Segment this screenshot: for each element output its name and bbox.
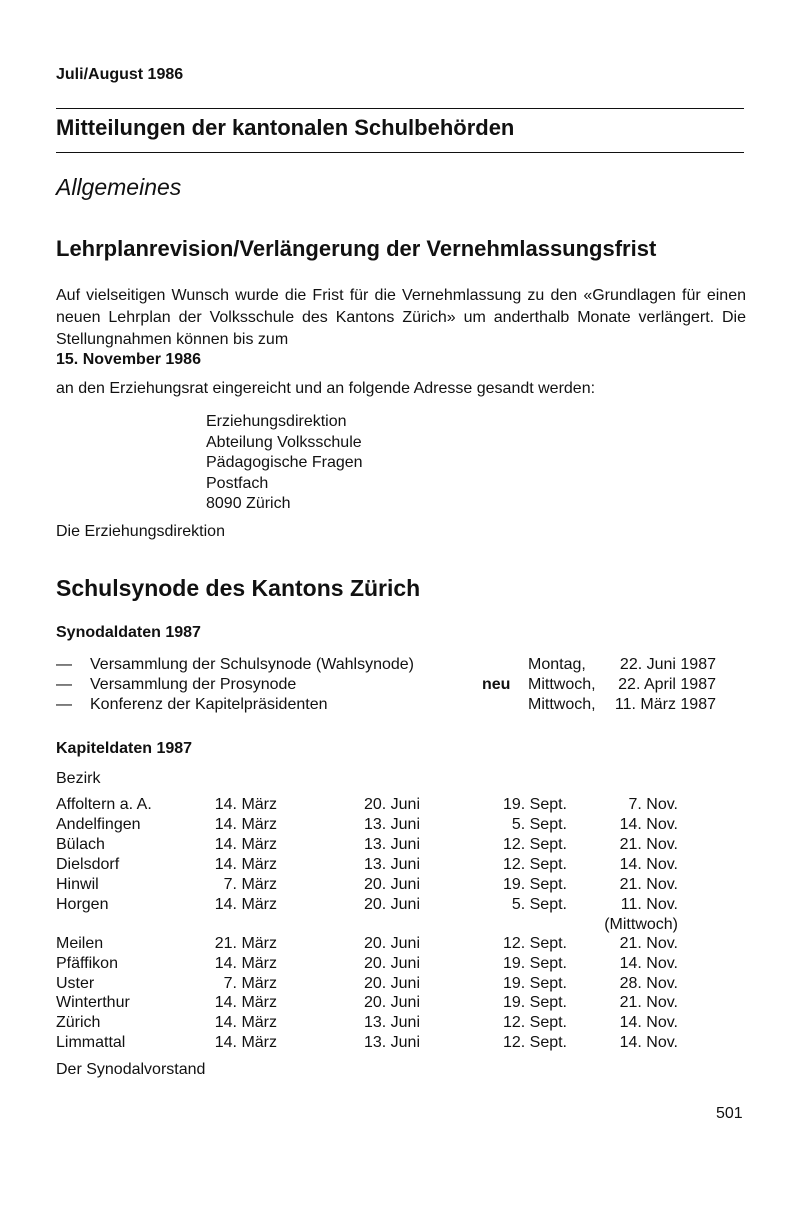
kapitel-date: 13. Juni — [363, 1034, 420, 1051]
issue-date: Juli/August 1986 — [56, 66, 184, 83]
kapitel-date: 12. Sept. — [502, 1034, 567, 1051]
kapitel-date: 19. Sept. — [502, 876, 567, 893]
section-title: Mitteilungen der kantonalen Schulbehörden — [56, 115, 515, 140]
bezirk-name: Limmattal — [56, 1034, 126, 1051]
kapitel-date: 20. Juni — [363, 796, 420, 813]
kapitel-date: 14. Nov. — [619, 816, 678, 833]
kapitel-date: 19. Sept. — [502, 975, 567, 992]
list-dash: — — [56, 696, 72, 713]
submission-instruction: an den Erziehungsrat eingereicht und an folgende Adresse gesandt werden: — [56, 380, 596, 397]
page-number: 501 — [716, 1105, 743, 1122]
address-line: Postfach — [206, 474, 269, 492]
synodal-weekday: Mittwoch, — [528, 676, 596, 693]
table-row — [56, 816, 678, 836]
bezirk-name: Uster — [56, 975, 95, 992]
kapitel-date: 14. März — [214, 1014, 277, 1031]
table-row — [56, 1014, 678, 1034]
bezirk-name: Hinwil — [56, 876, 99, 893]
synodalvorstand-signature: Der Synodalvorstand — [56, 1061, 206, 1078]
synodal-weekday: Montag, — [528, 656, 586, 673]
kapitel-date: 14. Nov. — [619, 955, 678, 972]
synodal-item — [56, 696, 716, 716]
kapitel-date: (Mittwoch) — [604, 916, 678, 933]
synodal-weekday: Mittwoch, — [528, 696, 596, 713]
kapitel-date: 20. Juni — [363, 896, 420, 913]
address-line: Abteilung Volksschule — [206, 433, 362, 451]
kapitel-date: 11. Nov. — [620, 896, 678, 913]
kapitel-date: 14. März — [214, 836, 277, 853]
article-signature: Die Erziehungsdirektion — [56, 523, 225, 540]
kapitel-date: 21. Nov. — [619, 836, 678, 853]
bezirk-name: Zürich — [56, 1014, 101, 1031]
kapitel-date: 7. März — [223, 975, 277, 992]
kapitel-date: 5. Sept. — [511, 816, 567, 833]
table-row — [56, 994, 678, 1014]
kapitel-date: 7. März — [223, 876, 277, 893]
bezirk-label: Bezirk — [56, 770, 101, 787]
kapitel-date: 20. Juni — [363, 994, 420, 1011]
kapitel-date: 12. Sept. — [502, 836, 567, 853]
bezirk-name: Horgen — [56, 896, 109, 913]
deadline-date: 15. November 1986 — [56, 351, 201, 368]
kapitel-date: 21. März — [214, 935, 277, 952]
bezirk-name: Affoltern a. A. — [56, 796, 152, 813]
bezirk-name: Andelfingen — [56, 816, 141, 833]
kapitel-date: 21. Nov. — [619, 994, 678, 1011]
synodal-label: Versammlung der Schulsynode (Wahlsynode) — [90, 656, 415, 673]
kapitel-date: 13. Juni — [363, 816, 420, 833]
kapitel-date: 20. Juni — [363, 935, 420, 952]
kapitel-date: 19. Sept. — [502, 796, 567, 813]
table-row — [56, 896, 678, 916]
kapitel-date: 19. Sept. — [502, 994, 567, 1011]
address-line: 8090 Zürich — [206, 495, 291, 512]
kapitel-date: 14. März — [214, 1034, 277, 1051]
section-category: Allgemeines — [56, 174, 182, 200]
bezirk-name: Winterthur — [56, 994, 130, 1011]
kapitel-date: 14. Nov. — [619, 856, 678, 873]
synodal-item — [56, 676, 716, 696]
kapitel-date: 14. März — [214, 796, 277, 813]
table-row — [56, 935, 678, 955]
table-row — [56, 856, 678, 876]
bezirk-name: Pfäffikon — [56, 955, 118, 972]
table-row — [56, 1034, 678, 1054]
list-dash: — — [56, 656, 72, 673]
kapitel-date: 13. Juni — [363, 1014, 420, 1031]
kapitel-date: 12. Sept. — [502, 935, 567, 952]
table-row — [56, 796, 678, 816]
synodal-date: 22. April 1987 — [618, 676, 716, 693]
synodal-heading: Synodaldaten 1987 — [56, 624, 201, 641]
new-flag: neu — [482, 676, 511, 693]
synodal-item — [56, 656, 716, 676]
kapitel-date: 20. Juni — [363, 975, 420, 992]
kapitel-date: 20. Juni — [363, 876, 420, 893]
kapitel-date: 5. Sept. — [511, 896, 567, 913]
bezirk-name: Bülach — [56, 836, 105, 853]
synodal-date: 22. Juni 1987 — [619, 656, 716, 673]
kapitel-date: 12. Sept. — [502, 1014, 567, 1031]
kapitel-date: 28. Nov. — [619, 975, 678, 992]
kapitel-heading: Kapiteldaten 1987 — [56, 740, 193, 757]
synodal-label: Versammlung der Prosynode — [90, 676, 297, 693]
kapitel-date: 19. Sept. — [502, 955, 567, 972]
table-row — [56, 836, 678, 856]
article-paragraph: Auf vielseitigen Wunsch wurde die Frist für die Vernehmlassung zu den «Grundlagen für einen neuen Lehrplan der Volksschule des Kantons Zürich» um anderthalb Monate verlängert. Die Stellungnahmen können bis zum — [56, 287, 746, 348]
kapitel-date: 13. Juni — [363, 836, 420, 853]
address-block — [206, 412, 363, 515]
top-rule — [56, 108, 744, 109]
address-line: Pädagogische Fragen — [206, 454, 363, 471]
article-title-lehrplan: Lehrplanrevision/Verlängerung der Vernehmlassungsfrist — [56, 236, 657, 261]
kapitel-date: 14. März — [214, 955, 277, 972]
kapitel-date: 21. Nov. — [619, 876, 678, 893]
bezirk-name: Meilen — [56, 935, 104, 952]
kapitel-date: 14. Nov. — [619, 1014, 678, 1031]
table-row — [56, 975, 678, 995]
section-rule — [56, 152, 744, 153]
kapitel-date: 12. Sept. — [502, 856, 567, 873]
kapitel-date: 14. März — [214, 994, 277, 1011]
kapitel-date: 13. Juni — [363, 856, 420, 873]
table-row — [56, 955, 678, 975]
address-line: Erziehungsdirektion — [206, 413, 347, 430]
table-row — [56, 916, 678, 936]
kapitel-date: 14. Nov. — [619, 1034, 678, 1051]
kapitel-date: 14. März — [214, 896, 277, 913]
bezirk-name: Dielsdorf — [56, 856, 120, 873]
kapitel-date: 14. März — [214, 856, 277, 873]
list-dash: — — [56, 676, 72, 693]
article-title-schulsynode: Schulsynode des Kantons Zürich — [56, 575, 421, 601]
synodal-label: Konferenz der Kapitelpräsidenten — [90, 696, 328, 713]
kapitel-date: 21. Nov. — [619, 935, 678, 952]
kapitel-date: 7. Nov. — [628, 796, 678, 813]
kapitel-date: 14. März — [214, 816, 277, 833]
table-row — [56, 876, 678, 896]
synodal-date: 11. März 1987 — [614, 696, 716, 713]
kapitel-date: 20. Juni — [363, 955, 420, 972]
